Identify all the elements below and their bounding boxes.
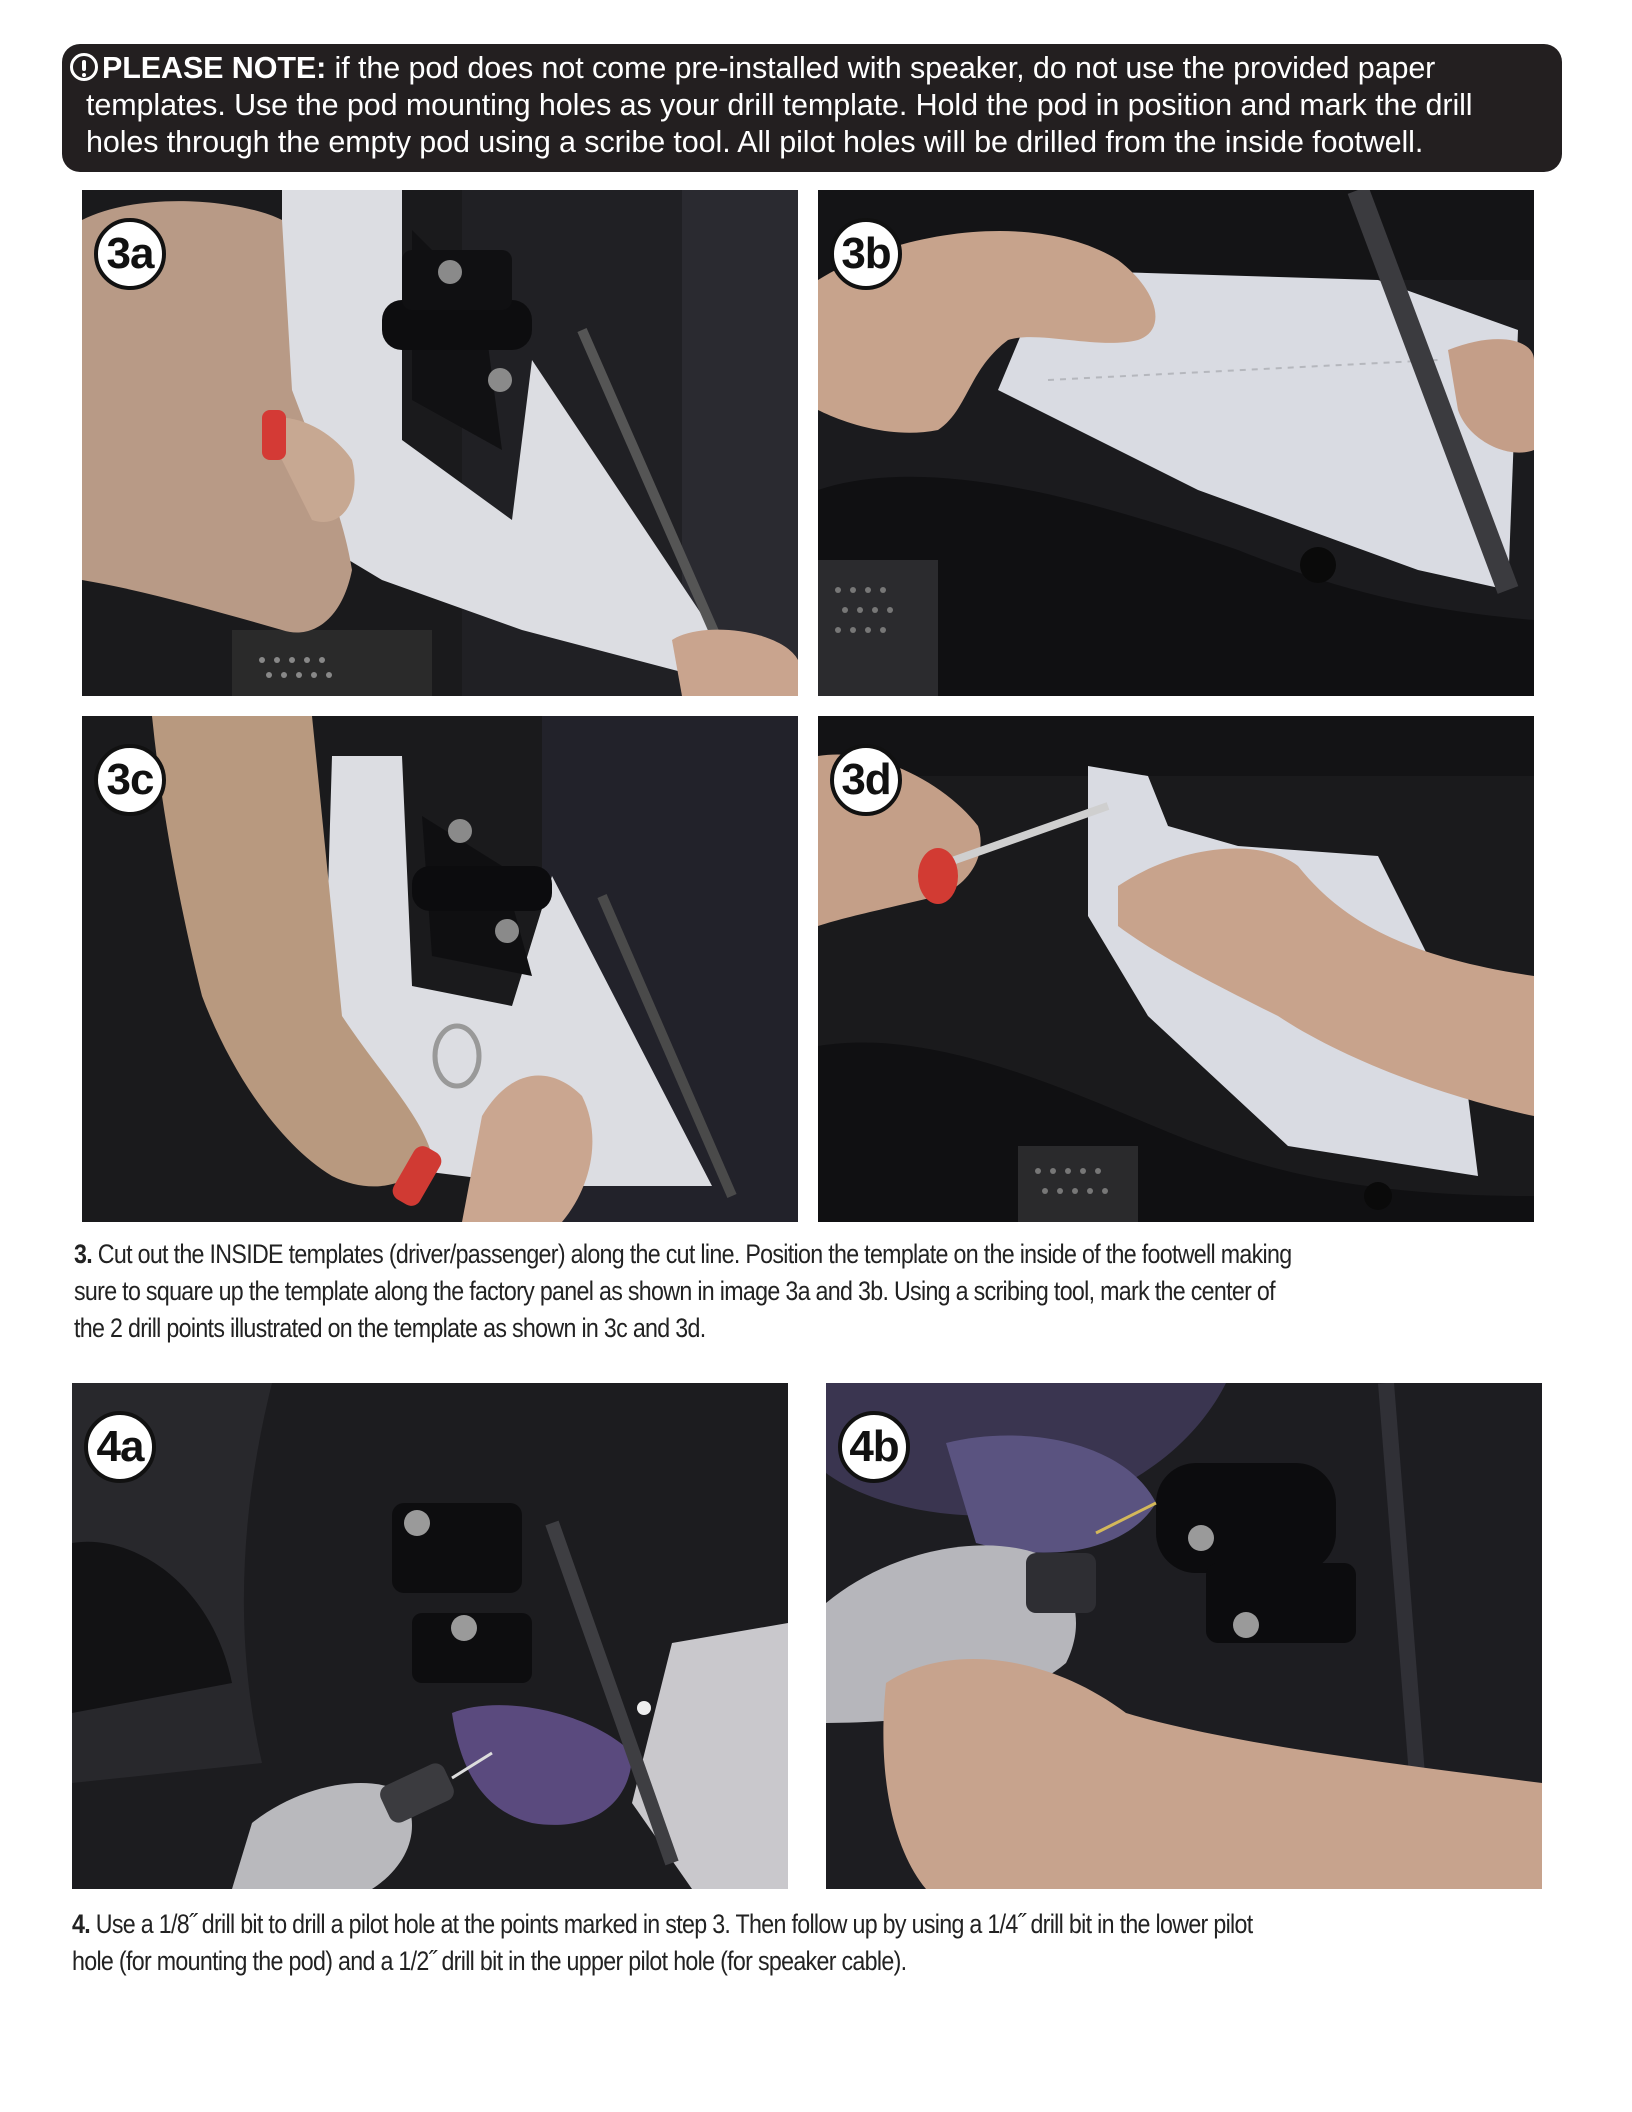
photo-3d-label: 3d <box>830 744 902 816</box>
photo-4a-label: 4a <box>84 1411 156 1483</box>
step-4-line-2: hole (for mounting the pod) and a 1/2˝ drill bit in the upper pilot hole (for speaker cable). <box>72 1946 907 1976</box>
photo-4a <box>72 1383 788 1889</box>
photo-3a <box>82 190 798 696</box>
photo-3a-illustration <box>82 190 798 696</box>
step-3-line-2: sure to square up the template along the factory panel as shown in image 3a and 3b. Using a scribing tool, mark the center of <box>74 1276 1275 1306</box>
step-3-line-3: the 2 drill points illustrated on the template as shown in 3c and 3d. <box>74 1313 706 1343</box>
photo-4b <box>826 1383 1542 1889</box>
step-3-number: 3. <box>74 1239 92 1269</box>
photo-3d-illustration <box>818 716 1534 1222</box>
note-line-2: templates. Use the pod mounting holes as your drill template. Hold the pod in position and mark the drill <box>86 88 1473 122</box>
step-4-text <box>72 1906 1534 1980</box>
photo-3c-label: 3c <box>94 744 166 816</box>
step-3-line-1 <box>74 1236 1536 1273</box>
step-4-line-1 <box>72 1906 1534 1943</box>
note-label: PLEASE NOTE: <box>102 51 327 85</box>
note-line-3: holes through the empty pod using a scribe tool. All pilot holes will be drilled from the inside footwell. <box>86 125 1424 159</box>
photo-3c-illustration <box>82 716 798 1222</box>
photo-3b-illustration <box>818 190 1534 696</box>
exclamation-circle-icon <box>70 53 98 81</box>
photo-4b-label: 4b <box>838 1411 910 1483</box>
step-4-text-1: Use a 1/8˝ drill bit to drill a pilot hole at the points marked in step 3. Then follow up by using a 1/4˝ drill bit in the lower pilot <box>89 1909 1253 1939</box>
step-3-text <box>74 1236 1536 1347</box>
photo-3b-label: 3b <box>830 218 902 290</box>
please-note-banner <box>62 44 1562 172</box>
photo-3d <box>818 716 1534 1222</box>
photo-4b-illustration <box>826 1383 1542 1889</box>
photo-4a-illustration <box>72 1383 788 1889</box>
photo-3a-label: 3a <box>94 218 166 290</box>
step-4-number: 4. <box>72 1909 90 1939</box>
step-3-text-1: Cut out the INSIDE templates (driver/passenger) along the cut line. Position the template on the inside of the footwell making <box>91 1239 1292 1269</box>
photo-3c <box>82 716 798 1222</box>
note-text-1: if the pod does not come pre-installed with speaker, do not use the provided paper <box>326 51 1436 85</box>
photo-3b <box>818 190 1534 696</box>
note-line-1 <box>86 50 1542 87</box>
